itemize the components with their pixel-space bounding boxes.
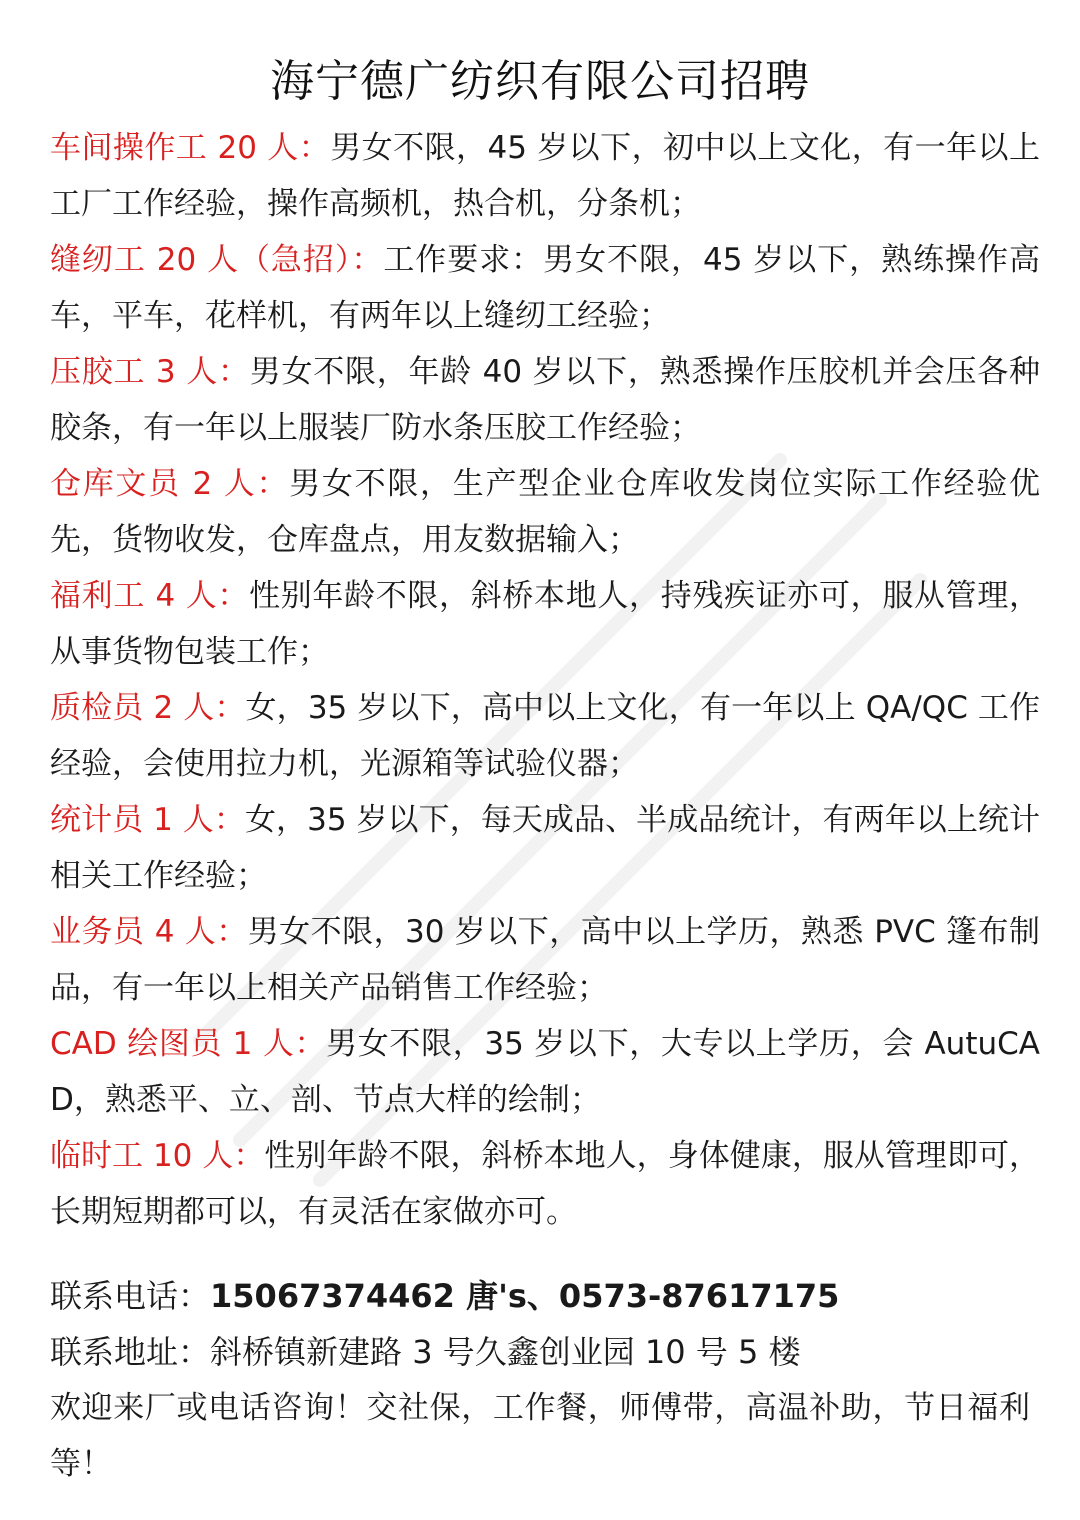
job-head: 福利工 4 人： <box>50 578 250 614</box>
job-item <box>50 232 1040 344</box>
job-head: 仓库文员 2 人： <box>50 466 290 502</box>
job-item <box>50 456 1040 568</box>
job-item <box>50 120 1040 232</box>
phone-value: 15067374462 唐's、0573-87617175 <box>210 1277 840 1315</box>
job-desc: 女，35 岁以下，每天成品、半成品统计，有两年以上统计相关工作经验； <box>50 802 1040 894</box>
job-item <box>50 680 1040 792</box>
job-desc: 性别年龄不限，斜桥本地人，身体健康，服从管理即可，长期短期都可以，有灵活在家做亦可。 <box>50 1138 1041 1230</box>
job-head: 质检员 2 人： <box>50 690 246 726</box>
job-head: 业务员 4 人： <box>50 914 248 950</box>
job-item <box>50 1128 1040 1240</box>
phone-label: 联系电话： <box>50 1277 211 1315</box>
job-head: 统计员 1 人： <box>50 802 245 838</box>
job-head: CAD 绘图员 1 人： <box>50 1026 327 1062</box>
job-desc: 工作要求：男女不限，45 岁以下，熟练操作高车，平车，花样机，有两年以上缝纫工经验； <box>50 242 1040 334</box>
job-desc: 性别年龄不限，斜桥本地人，持残疾证亦可，服从管理，从事货物包装工作； <box>50 578 1040 670</box>
address-label: 联系地址： <box>50 1333 211 1371</box>
address-value: 斜桥镇新建路 3 号久鑫创业园 10 号 5 楼 <box>210 1333 801 1371</box>
page-title: 海宁德广纺织有限公司招聘 <box>270 56 810 107</box>
job-desc: 男女不限，年龄 40 岁以下，熟悉操作压胶机并会压各种胶条，有一年以上服装厂防水条压胶工作经验； <box>50 354 1040 446</box>
job-desc: 男女不限，45 岁以下，初中以上文化，有一年以上工厂工作经验，操作高频机，热合机，分条机； <box>50 130 1040 222</box>
job-item <box>50 792 1040 904</box>
welcome-text: 欢迎来厂或电话咨询！交社保，工作餐，师傅带，高温补助，节日福利等！ <box>50 1390 1030 1482</box>
job-desc: 女，35 岁以下，高中以上文化，有一年以上 QA/QC 工作经验，会使用拉力机，光源箱等试验仪器； <box>50 690 1040 782</box>
job-item <box>50 568 1040 680</box>
job-item <box>50 344 1040 456</box>
contact-phone <box>50 1268 1040 1324</box>
job-head: 临时工 10 人： <box>50 1138 265 1174</box>
job-head: 缝纫工 20 人（急招）： <box>50 242 384 278</box>
job-list <box>50 120 1040 1240</box>
job-desc: 男女不限，30 岁以下，高中以上学历，熟悉 PVC 篷布制品，有一年以上相关产品销售工作经验； <box>50 914 1040 1006</box>
contact-block <box>50 1268 1040 1380</box>
job-head: 压胶工 3 人： <box>50 354 250 390</box>
job-desc: 男女不限，生产型企业仓库收发岗位实际工作经验优先，货物收发，仓库盘点，用友数据输入； <box>50 466 1040 558</box>
job-item <box>50 904 1040 1016</box>
job-desc: 男女不限，35 岁以下，大专以上学历，会 AutuCAD，熟悉平、立、剖、节点大样的绘制； <box>50 1026 1040 1118</box>
job-head: 车间操作工 20 人： <box>50 130 331 166</box>
contact-address <box>50 1324 1040 1380</box>
job-item <box>50 1016 1040 1128</box>
